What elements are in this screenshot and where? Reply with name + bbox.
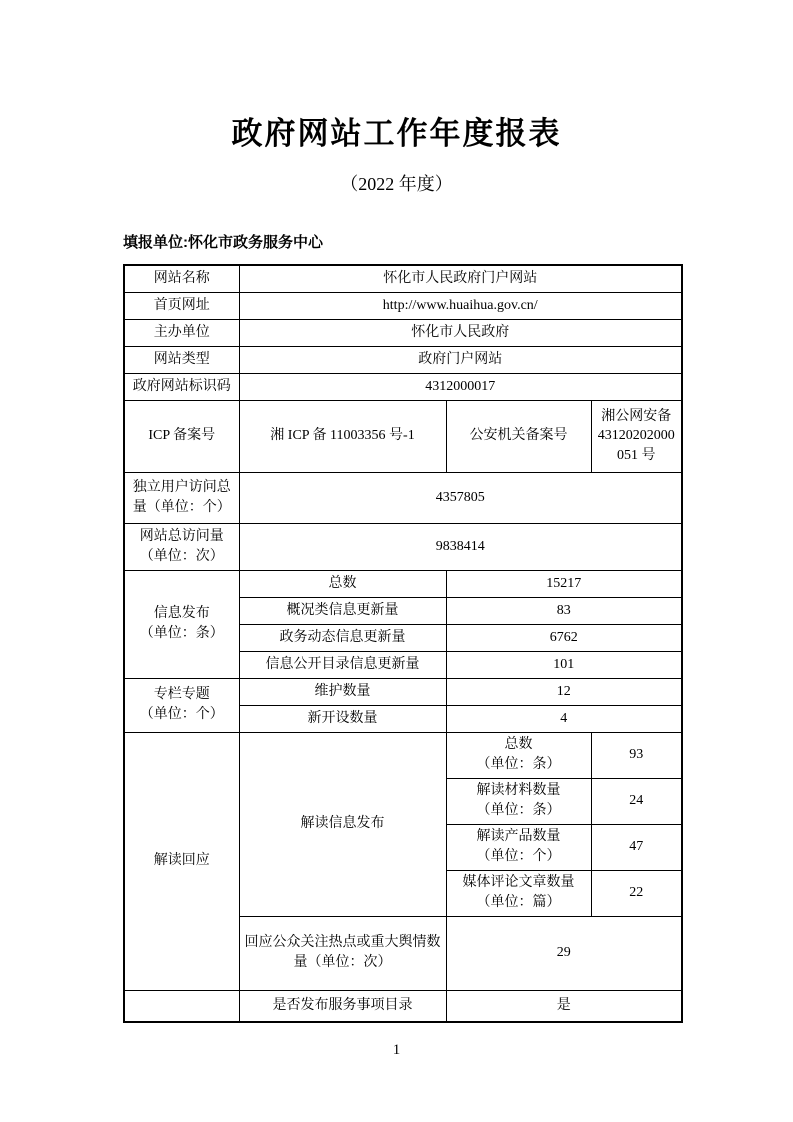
gov-news-update-label: 政务动态信息更新量 [239,624,446,651]
site-code-label: 政府网站标识码 [124,373,239,400]
hot-response-label: 回应公众关注热点或重大舆情数量（单位：次） [239,916,446,990]
open-directory-update-value: 101 [446,651,682,678]
interpret-total-label [446,732,591,778]
organizer-value: 怀化市人民政府 [239,319,682,346]
table-row [124,373,682,400]
table-row [124,265,682,292]
service-directory-label: 是否发布服务事项目录 [239,990,446,1022]
interpret-material-label-name: 解读材料数量 [476,783,561,799]
home-url-value: http://www.huaihua.gov.cn/ [239,292,682,319]
icp-label: ICP 备案号 [124,400,239,472]
organizer-label: 主办单位 [124,319,239,346]
total-visits-label: 网站总访问量 （单位：次） [124,523,239,570]
interpret-publish-cell: 解读信息发布 [239,732,446,916]
table-row [124,678,682,705]
interpret-product-value: 47 [591,824,682,870]
icp-value: 湘 ICP 备 11003356 号-1 [239,400,446,472]
special-columns-group-cell [124,678,239,732]
police-record-label: 公安机关备案号 [446,400,591,472]
interpret-product-label-name: 解读产品数量 [476,829,561,845]
interpret-material-label [446,778,591,824]
maintained-count-label: 维护数量 [239,678,446,705]
interpret-response-group-cell: 解读回应 [124,732,239,990]
new-count-value: 4 [446,705,682,732]
media-comment-value: 22 [591,870,682,916]
table-row [124,346,682,373]
site-type-value: 政府门户网站 [239,346,682,373]
interpret-total-value: 93 [591,732,682,778]
table-row [124,472,682,523]
media-comment-label-name: 媒体评论文章数量 [462,875,575,891]
home-url-label: 首页网址 [124,292,239,319]
table-row [124,292,682,319]
table-row [124,319,682,346]
page-title: 政府网站工作年度报表 [231,116,562,151]
open-directory-update-label: 信息公开目录信息更新量 [239,651,446,678]
annual-report-table [123,264,683,1023]
page-number: 1 [392,1042,401,1058]
site-code-value: 4312000017 [239,373,682,400]
table-row [124,732,682,778]
site-name-label: 网站名称 [124,265,239,292]
interpret-material-label-unit: （单位：条） [476,803,561,818]
special-columns-group-unit: （单位：个） [139,707,224,722]
table-row [124,400,682,472]
service-directory-value: 是 [446,990,682,1022]
info-total-value: 15217 [446,570,682,597]
table-row [124,523,682,570]
unique-visitors-value: 4357805 [239,472,682,523]
media-comment-label-unit: （单位：篇） [476,895,561,910]
interpret-total-label-unit: （单位：条） [476,757,561,772]
overview-update-value: 83 [446,597,682,624]
info-total-label: 总数 [239,570,446,597]
total-visits-value: 9838414 [239,523,682,570]
interpret-total-label-name: 总数 [504,737,533,753]
table-row [124,990,682,1022]
media-comment-label [446,870,591,916]
table-row [124,570,682,597]
site-type-label: 网站类型 [124,346,239,373]
new-count-label: 新开设数量 [239,705,446,732]
info-publish-group-cell [124,570,239,678]
site-name-value: 怀化市人民政府门户网站 [239,265,682,292]
info-publish-group-unit: （单位：条） [139,626,224,641]
special-columns-group-name: 专栏专题 [153,687,210,703]
maintained-count-value: 12 [446,678,682,705]
unique-visitors-label: 独立用户访问总量（单位：个） [124,472,239,523]
info-publish-group-name: 信息发布 [153,606,210,622]
interpret-product-label-unit: （单位：个） [476,849,561,864]
interpret-product-label [446,824,591,870]
hot-response-value: 29 [446,916,682,990]
interpret-material-value: 24 [591,778,682,824]
police-record-value: 湘公网安备 43120202000 051 号 [591,400,682,472]
overview-update-label: 概况类信息更新量 [239,597,446,624]
next-section-empty-cell [124,990,239,1022]
submitter-line: 填报单位:怀化市政务服务中心 [123,234,323,251]
report-year: （2022 年度） [340,174,453,194]
gov-news-update-value: 6762 [446,624,682,651]
